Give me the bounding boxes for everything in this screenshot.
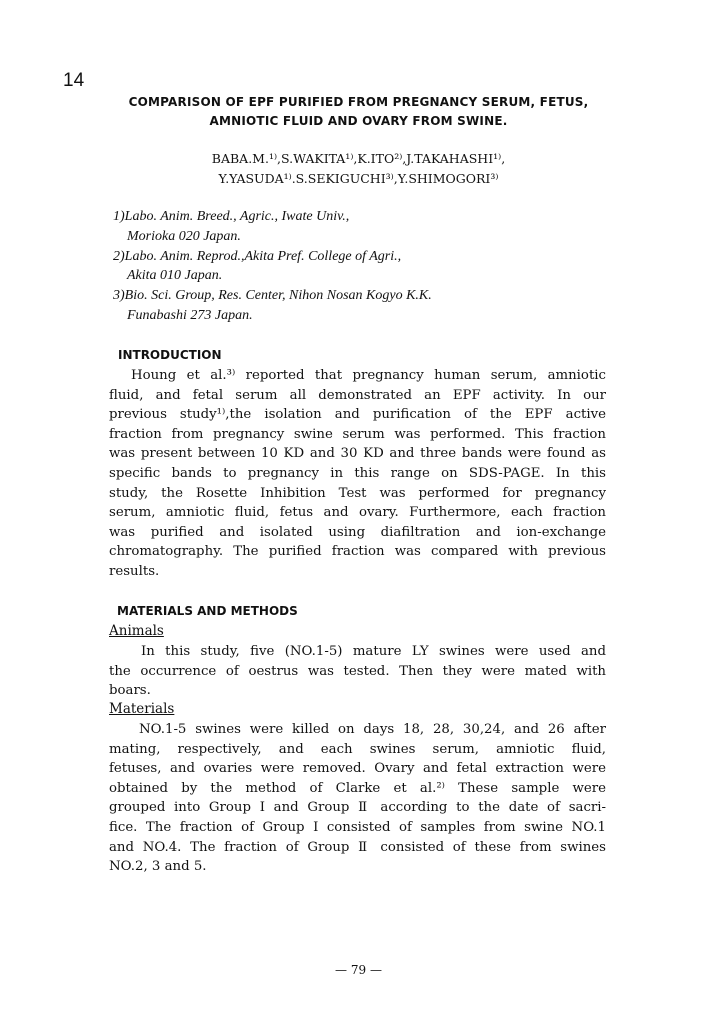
paper-title-line-2: AMNIOTIC FLUID AND OVARY FROM SWINE. [209,114,508,128]
text-line: fice. The fraction of Group I consisted of samples from swine NO.1 [109,819,606,835]
affiliation-3-city: Funabashi 273 Japan. [127,308,253,323]
authors-line-1: BABA.M.¹⁾,S.WAKITA¹⁾,K.ITO²⁾,J.TAKAHASHI¹⁾, [211,151,506,166]
materials-subheading: Materials [109,701,175,717]
text-line: fetuses, and ovaries were removed. Ovary and fetal extraction were [109,761,606,777]
animals-paragraph [109,642,606,701]
text-line: specific bands to pregnancy in this range on SDS-PAGE. In this [109,465,606,481]
text-line: fluid, and fetal serum all demonstrated an EPF activity. In our [109,387,606,403]
text-line: serum, amniotic fluid, fetus and ovary. Furthermore, each fraction [109,505,606,521]
text-line: In this study, five (NO.1-5) mature LY swines were used and [141,644,606,659]
text-line: the occurrence of oestrus was tested. Then they were mated with [109,663,606,679]
text-line: results. [109,563,160,579]
text-line: and NO.4. The fraction of Group Ⅱ consisted of these from swines [109,839,606,855]
introduction-heading: INTRODUCTION [118,348,222,362]
text-line: fraction from pregnancy swine serum was performed. This fraction [109,426,606,442]
methods-heading: MATERIALS AND METHODS [117,604,298,618]
text-line: grouped into Group I and Group Ⅱ according to the date of sacri- [109,800,606,816]
affiliation-2: 2)Labo. Anim. Reprod.,Akita Pref. College of Agri., [113,249,402,264]
text-line: chromatography. The purified fraction was compared with previous [109,544,606,560]
paper-title-line-1: COMPARISON OF EPF PURIFIED FROM PREGNANCY SERUM, FETUS, [128,95,589,109]
text-line: obtained by the method of Clarke et al.²⁾ These sample were [109,780,606,796]
text-line: Houng et al.³⁾ reported that pregnancy human serum, amniotic [131,368,606,383]
affiliation-1-city: Morioka 020 Japan. [127,229,241,244]
text-line: was purified and isolated using diafiltration and ion-exchange [109,524,606,540]
text-line: study, the Rosette Inhibition Test was performed for pregnancy [109,485,606,501]
materials-paragraph [109,720,606,877]
text-line: mating, respectively, and each swines serum, amniotic fluid, [109,741,606,757]
text-line: NO.1-5 swines were killed on days 18, 28, 30,24, and 26 after [139,722,606,737]
affiliation-2-city: Akita 010 Japan. [127,268,223,283]
text-line: NO.2, 3 and 5. [109,859,207,875]
affiliation-3: 3)Bio. Sci. Group, Res. Center, Nihon Nosan Kogyo K.K. [113,288,432,303]
page-number: 14 [63,70,85,91]
text-line: was present between 10 KD and 30 KD and three bands were found as [109,446,606,462]
page-footer-number: — 79 — [335,963,382,977]
introduction-paragraph [109,366,606,582]
affiliation-1: 1)Labo. Anim. Breed., Agric., Iwate Univ., [113,209,350,224]
authors-line-2: Y.YASUDA¹⁾.S.SEKIGUCHI³⁾,Y.SHIMOGORI³⁾ [218,171,499,186]
animals-subheading: Animals [109,623,164,639]
text-line: boars. [109,683,151,699]
text-line: previous study¹⁾,the isolation and purification of the EPF active [109,407,606,423]
